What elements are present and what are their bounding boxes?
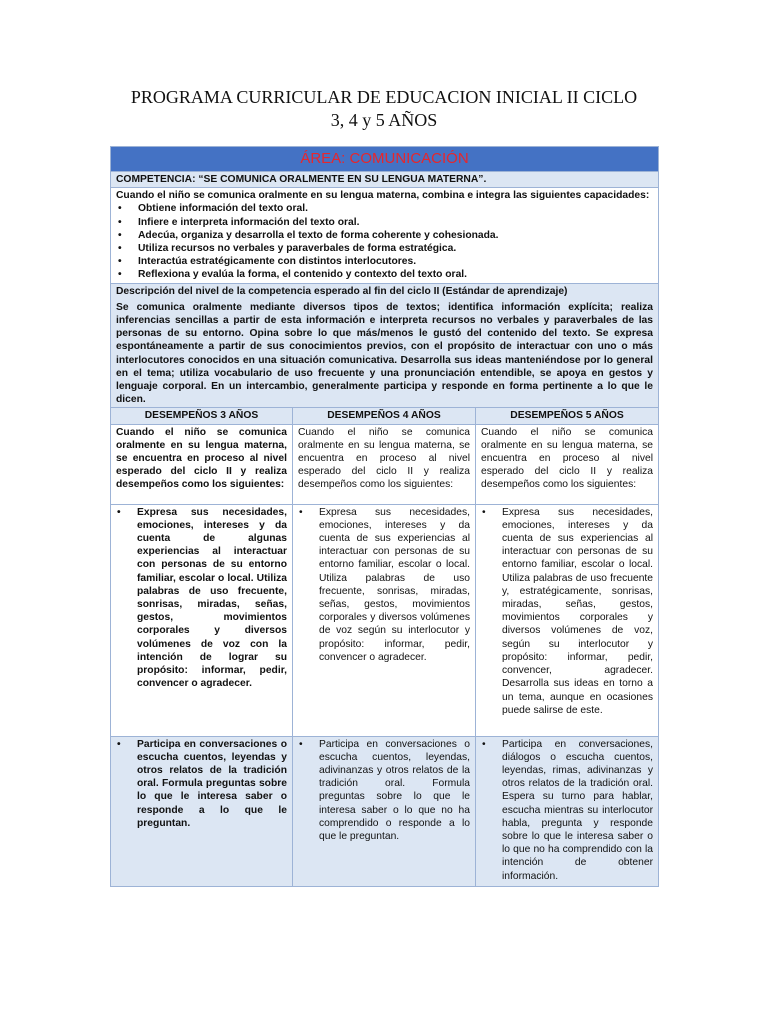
desempeno-text: Participa en conversaciones o escucha cuentos, leyendas, adivinanzas y otros relatos de la tradición oral. Formula preguntas sobre lo que le interesa saber o lo que no ha comprendido o responde a lo que le preguntan. — [319, 738, 470, 843]
desempeno-5-anos-1 — [476, 504, 659, 736]
desempeno-3-anos-2 — [111, 736, 293, 886]
capacidad-item: • Infiere e interpreta información del texto oral. — [138, 216, 653, 229]
capacidad-item: • Interactúa estratégicamente con distintos interlocutores. — [138, 255, 653, 268]
desempeno-text: Expresa sus necesidades, emociones, intereses y da cuenta de sus experiencias al interactuar con personas de su entorno familiar, escolar o local. Utiliza palabras de uso frecuente, sonrisas, miradas, señas, gestos, movimientos corporales y diversos volúmenes de voz según su interlocutor y propósito: informar, pedir, convencer o agradecer. — [319, 506, 470, 663]
header-3-anos: DESEMPEÑOS 3 AÑOS — [111, 408, 293, 424]
desempeno-text: Participa en conversaciones, diálogos o escucha cuentos, leyendas, rimas, adivinanzas y otros relatos de la tradición oral. Espera su turno para hablar, escucha mientras su interlocutor habla, pregunta y responde sobre lo que le interesa saber o lo que no ha comprendido con la intención de obtener información. — [502, 738, 654, 882]
estandar-title: Descripción del nivel de la competencia esperado al fin del ciclo II (Estándar de aprendizaje) — [116, 285, 568, 297]
title-line-1: PROGRAMA CURRICULAR DE EDUCACION INICIAL II CICLO — [130, 87, 638, 107]
bullet-icon: • — [299, 738, 303, 750]
capacidades-intro: Cuando el niño se comunica oralmente en su lengua materna, combina e integra las siguientes capacidades: — [116, 190, 650, 202]
desempeno-3-anos-1 — [111, 504, 293, 736]
capacidades-cell — [111, 188, 659, 283]
area-banner: ÁREA: COMUNICACIÓN — [111, 147, 659, 172]
header-4-anos: DESEMPEÑOS 4 AÑOS — [293, 408, 476, 424]
capacidad-item: • Adecúa, organiza y desarrolla el texto de forma coherente y cohesionada. — [138, 229, 653, 242]
bullet-icon: • — [117, 506, 121, 518]
bullet-icon: • — [299, 506, 303, 518]
estandar-cell — [111, 283, 659, 408]
curriculum-table — [110, 146, 659, 887]
capacidad-item: • Reflexiona y evalúa la forma, el contenido y contexto del texto oral. — [138, 268, 653, 281]
desempeno-5-anos-2 — [476, 736, 659, 886]
document-title — [0, 86, 768, 132]
desempeno-text: Expresa sus necesidades, emociones, intereses y da cuenta de sus experiencias al interactuar con personas de su entorno familiar, escolar o local. Utiliza palabras de uso frecuente y, estratégicamente, sonrisas, miradas, señas, gestos, movimientos corporales y diversos volúmenes de voz, según su interlocutor y propósito: informar, pedir, convencer, agradecer. Desarrolla sus ideas en torno a un tema, aunque en ocasiones puede salirse de este. — [502, 506, 654, 716]
capacidades-list — [116, 202, 653, 281]
title-line-2: 3, 4 y 5 AÑOS — [330, 110, 438, 130]
estandar-text: Se comunica oralmente mediante diversos tipos de textos; identifica información explícita; realiza inferencias sencillas a partir de esta información e interpreta recursos no verbales y paraverbales de las personas de su entorno. Opina sobre lo que más/menos le gustó del contenido del texto. Se expresa espontáneamente a partir de sus conocimientos previos, con el propósito de interactuar con uno o más interlocutores conocidos en una situación comunicativa. Desarrolla sus ideas manteniéndose por lo general en el tema; utiliza vocabulario de uso frecuente y una pronunciación entendible, se apoya en gestos y lenguaje corporal. En un intercambio, generalmente participa y responde en forma pertinente a lo que le dicen. — [116, 301, 654, 406]
intro-5-anos: Cuando el niño se comunica oralmente en su lengua materna, se encuentra en proceso al nivel esperado del ciclo II y realiza desempeños como los siguientes: — [476, 424, 659, 504]
bullet-icon: • — [482, 738, 486, 750]
desempeno-text: Participa en conversaciones o escucha cuentos, leyendas y otros relatos de la tradición oral. Formula preguntas sobre lo que le interesa saber o responde a lo que le preguntan. — [137, 738, 287, 829]
capacidad-item: • Obtiene información del texto oral. — [138, 202, 653, 215]
competencia-row: COMPETENCIA: “SE COMUNICA ORALMENTE EN SU LENGUA MATERNA”. — [111, 172, 659, 188]
intro-4-anos: Cuando el niño se comunica oralmente en su lengua materna, se encuentra en proceso al nivel esperado del ciclo II y realiza desempeños como los siguientes: — [293, 424, 476, 504]
bullet-icon: • — [482, 506, 486, 518]
intro-3-anos: Cuando el niño se comunica oralmente en su lengua materna, se encuentra en proceso al nivel esperado del ciclo II y realiza desempeños como los siguientes: — [111, 424, 293, 504]
desempeno-4-anos-1 — [293, 504, 476, 736]
bullet-icon: • — [117, 738, 121, 750]
capacidad-item: • Utiliza recursos no verbales y paraverbales de forma estratégica. — [138, 242, 653, 255]
header-5-anos: DESEMPEÑOS 5 AÑOS — [476, 408, 659, 424]
desempeno-text: Expresa sus necesidades, emociones, intereses y da cuenta de algunas experiencias al interactuar con personas de su entorno familiar, escolar o local. Utiliza palabras de uso frecuente, sonrisas, miradas, señas, gestos, movimientos corporales y diversos volúmenes de voz con la intención de lograr su propósito: informar, pedir, convencer o agradecer. — [137, 506, 287, 690]
desempeno-4-anos-2 — [293, 736, 476, 886]
